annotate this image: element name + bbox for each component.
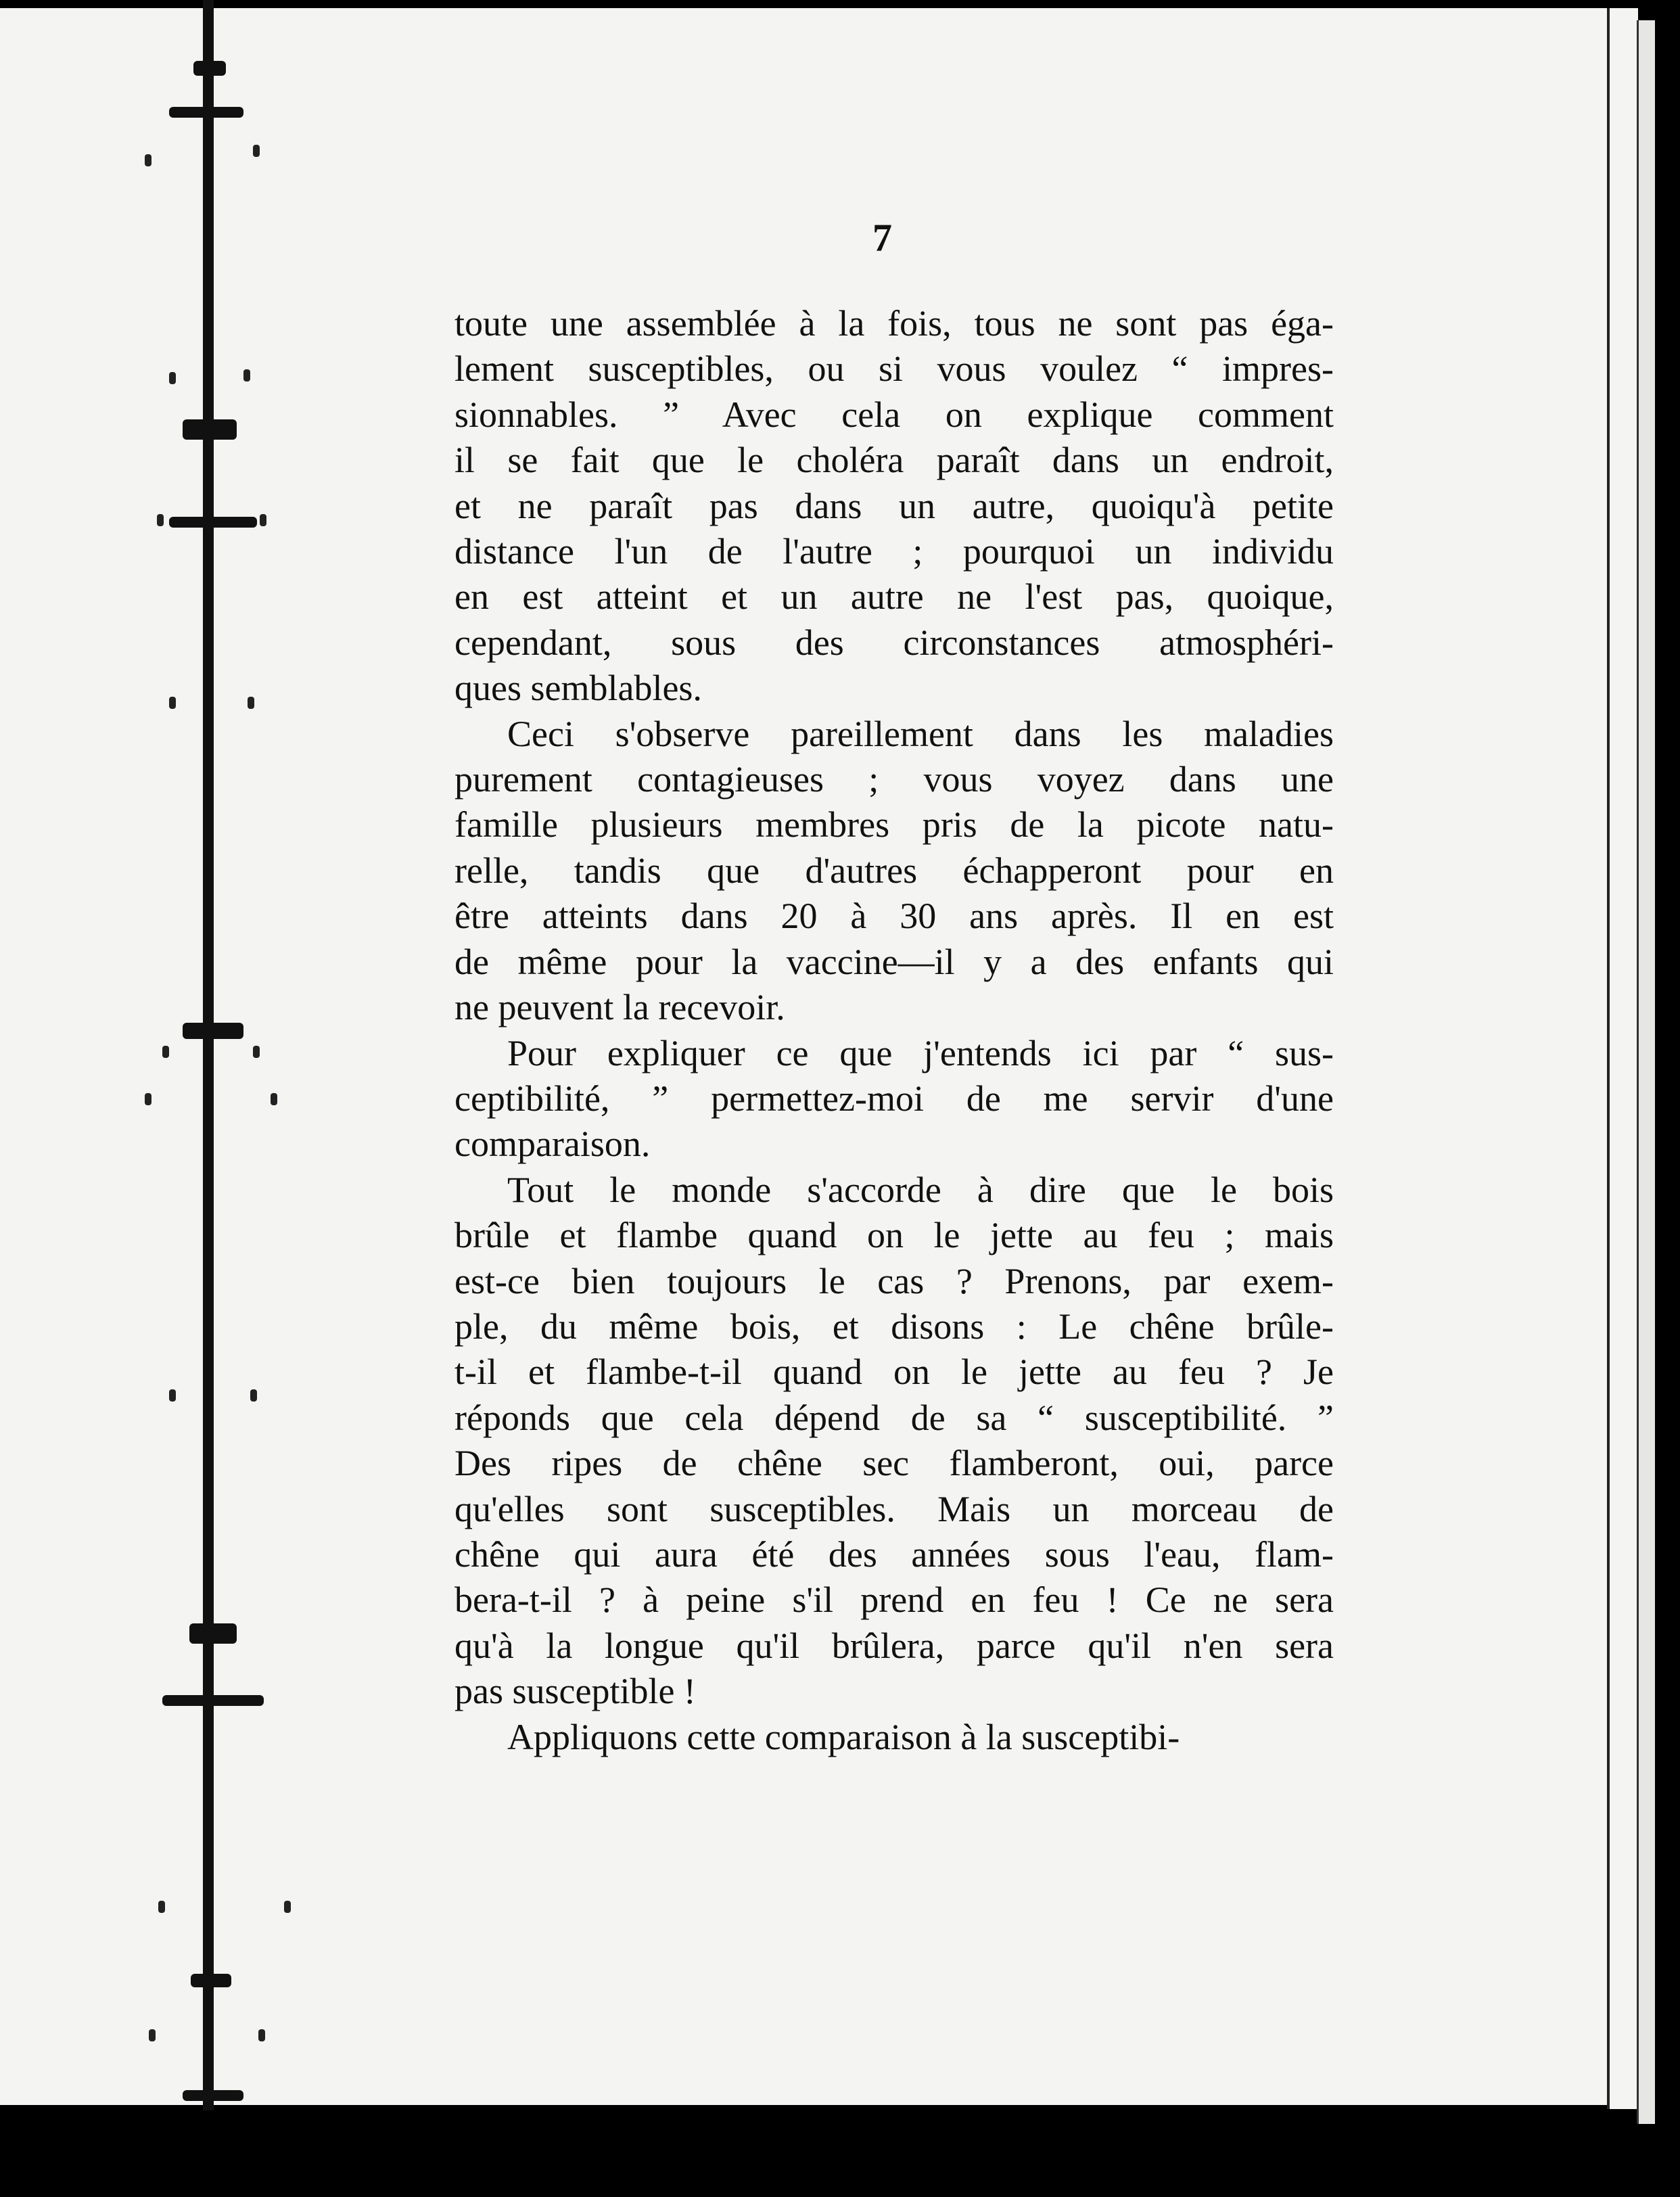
paragraph [454,1031,1334,1167]
ink-speck [250,1389,257,1402]
paragraph [454,1167,1334,1715]
stitch-mark [183,419,237,440]
stitch-mark [191,1974,231,1987]
text-line: et ne paraît pas dans un autre, quoiqu'à petite [454,485,1334,526]
text-line: ple, du même bois, et disons : Le chêne brûle- [454,1305,1334,1347]
paragraph [454,712,1334,1031]
stitch-mark [183,2090,243,2101]
text-line: Des ripes de chêne sec flamberont, oui, parce [454,1443,1334,1484]
ink-speck [158,1901,165,1913]
page-number: 7 [872,216,892,260]
text-line: Tout le monde s'accorde à dire que le bois [507,1169,1334,1210]
paragraph [454,1715,1334,1760]
text-line: cependant, sous des circonstances atmosphéri- [454,622,1334,663]
ink-speck [248,697,254,709]
stitch-mark [189,1623,237,1644]
page-edge-under [1637,20,1655,2124]
page-edge [1607,8,1638,2109]
ink-speck [162,1046,169,1058]
text-line: ques semblables. [454,668,702,709]
text-line: lement susceptibles, ou si vous voulez “ impres- [454,348,1334,390]
text-line: chêne qui aura été des années sous l'eau, flam- [454,1533,1334,1575]
ink-speck [169,697,176,709]
text-line: de même pour la vaccine—il y a des enfants qui [454,941,1334,982]
text-line: toute une assemblée à la fois, tous ne sont pas éga- [454,303,1334,344]
text-line: distance l'un de l'autre ; pourquoi un individu [454,531,1334,572]
body-text [454,301,1334,1760]
ink-speck [253,1046,260,1058]
ink-speck [260,514,266,526]
ink-speck [243,369,250,381]
text-line: Appliquons cette comparaison à la susceptibi- [507,1716,1180,1757]
text-line: être atteints dans 20 à 30 ans après. Il en est [454,896,1334,937]
text-line: en est atteint et un autre ne l'est pas, quoique, [454,576,1334,618]
paragraph [454,301,1334,712]
text-line: qu'à la longue qu'il brûlera, parce qu'il n'en sera [454,1625,1334,1666]
text-line: purement contagieuses ; vous voyez dans une [454,759,1334,800]
stitch-mark [193,61,226,76]
text-line: ceptibilité, ” permettez-moi de me servir d'une [454,1078,1334,1119]
ink-speck [169,372,176,384]
ink-speck [145,154,151,166]
ink-speck [169,1389,176,1402]
text-line: qu'elles sont susceptibles. Mais un morceau de [454,1488,1334,1529]
text-line: brûle et flambe quand on le jette au feu ; mais [454,1215,1334,1256]
text-line: bera-t-il ? à peine s'il prend en feu ! Ce ne sera [454,1579,1334,1621]
text-line: relle, tandis que d'autres échapperont pour en [454,850,1334,891]
text-line: pas susceptible ! [454,1671,696,1712]
text-line: comparaison. [454,1124,651,1165]
ink-speck [284,1901,291,1913]
text-line: réponds que cela dépend de sa “ susceptibilité. ” [454,1397,1334,1438]
stitch-mark [169,107,243,118]
stitch-mark [169,517,257,528]
binding-thread [203,0,214,2110]
ink-speck [157,514,164,526]
text-line: Ceci s'observe pareillement dans les maladies [507,713,1334,754]
text-line: est-ce bien toujours le cas ? Prenons, par exem- [454,1260,1334,1301]
ink-speck [253,145,260,157]
text-line: famille plusieurs membres pris de la picote natu- [454,804,1334,846]
text-line: t-il et flambe-t-il quand on le jette au feu ? Je [454,1351,1334,1393]
ink-speck [149,2029,156,2041]
ink-speck [271,1093,277,1105]
text-line: il se fait que le choléra paraît dans un endroit, [454,440,1334,481]
ink-speck [258,2029,265,2041]
text-line: Pour expliquer ce que j'entends ici par “ sus- [507,1032,1334,1073]
text-line: ne peuvent la recevoir. [454,987,785,1028]
stitch-mark [183,1023,243,1039]
ink-speck [145,1093,151,1105]
stitch-mark [162,1695,264,1706]
text-line: sionnables. ” Avec cela on explique comment [454,394,1334,435]
